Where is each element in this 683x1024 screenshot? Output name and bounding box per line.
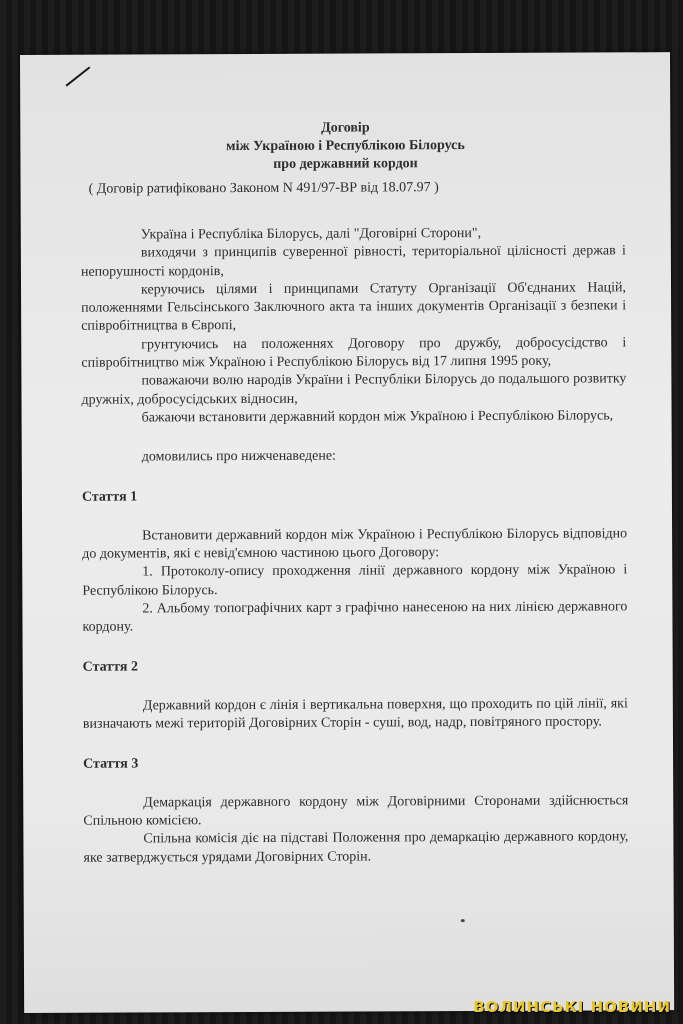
preamble-paragraph: грунтуючись на положеннях Договору про дружбу, добросусідство і співробітництво між Україною і Республікою Білорусь від 17 липня 1995 року,	[81, 335, 627, 371]
title-line: Договір	[321, 120, 370, 136]
ratification-note: ( Договір ратифіковано Законом N 491/97-ВР від 18.07.97 )	[88, 180, 439, 197]
preamble-paragraph: виходячи з принципів суверенної рівності, територіальної цілісності держав і непорушності кордонів,	[80, 243, 626, 280]
preamble-paragraph: керуючись цілями і принципами Статуту Організації Об'єднаних Націй, положеннями Гельсінського Заключного акта та інших документів Організації з безпеки і співробітництва в Європі,	[81, 280, 627, 335]
preamble-paragraph: бажаючи встановити державний кордон між Україною і Республікою Білорусь,	[141, 408, 614, 426]
title-line: між Україною і Республікою Білорусь	[226, 138, 465, 155]
paper-dot	[461, 919, 465, 922]
preamble-paragraph: Україна і Республіка Білорусь, далі "Договірні Сторони",	[140, 225, 482, 243]
watermark-logo: ВОЛИНСЬКІ НОВИНИ	[473, 998, 671, 1016]
article-heading: Стаття 3	[83, 756, 139, 772]
article-paragraph: Встановити державний кордон між Україною і Республікою Білорусь відповідно до документів, які є невід'ємною частиною цього Договору:	[82, 526, 628, 562]
preamble-paragraph: поважаючи волю народів України і Республіки Білорусь до подальшого розвитку дружніх, добросусідських відносин,	[81, 371, 627, 408]
document-title	[20, 118, 670, 175]
pen-mark	[66, 66, 91, 86]
article-heading: Стаття 1	[81, 489, 138, 505]
document-page	[20, 52, 674, 1013]
title-line: про державний кордон	[273, 156, 418, 172]
article-paragraph: Демаркація державного кордону між Договірними Сторонами здійснюється Спільною комісією.	[83, 793, 629, 829]
document-body	[81, 224, 629, 867]
agreed-line: домовились про нижченаведене:	[141, 448, 336, 465]
article-paragraph: Державний кордон є лінія і вертикальна поверхня, що проходить по цій лінії, які визначають межі територій Договірних Сторін - суші, вод, надр, повітряного простору.	[82, 696, 628, 732]
article-paragraph: 2. Альбому топографічних карт з графічно нанесеною на них лінією державного кордону.	[82, 599, 628, 636]
article-paragraph: Спільна комісія діє на підставі Положення про демаркацію державного кордону, яке затверджується урядами Договірних Сторін.	[83, 829, 629, 866]
article-paragraph: 1. Протоколу-опису проходження лінії державного кордону між Україною і Республікою Білорусь.	[82, 562, 628, 599]
article-heading: Стаття 2	[82, 659, 138, 675]
